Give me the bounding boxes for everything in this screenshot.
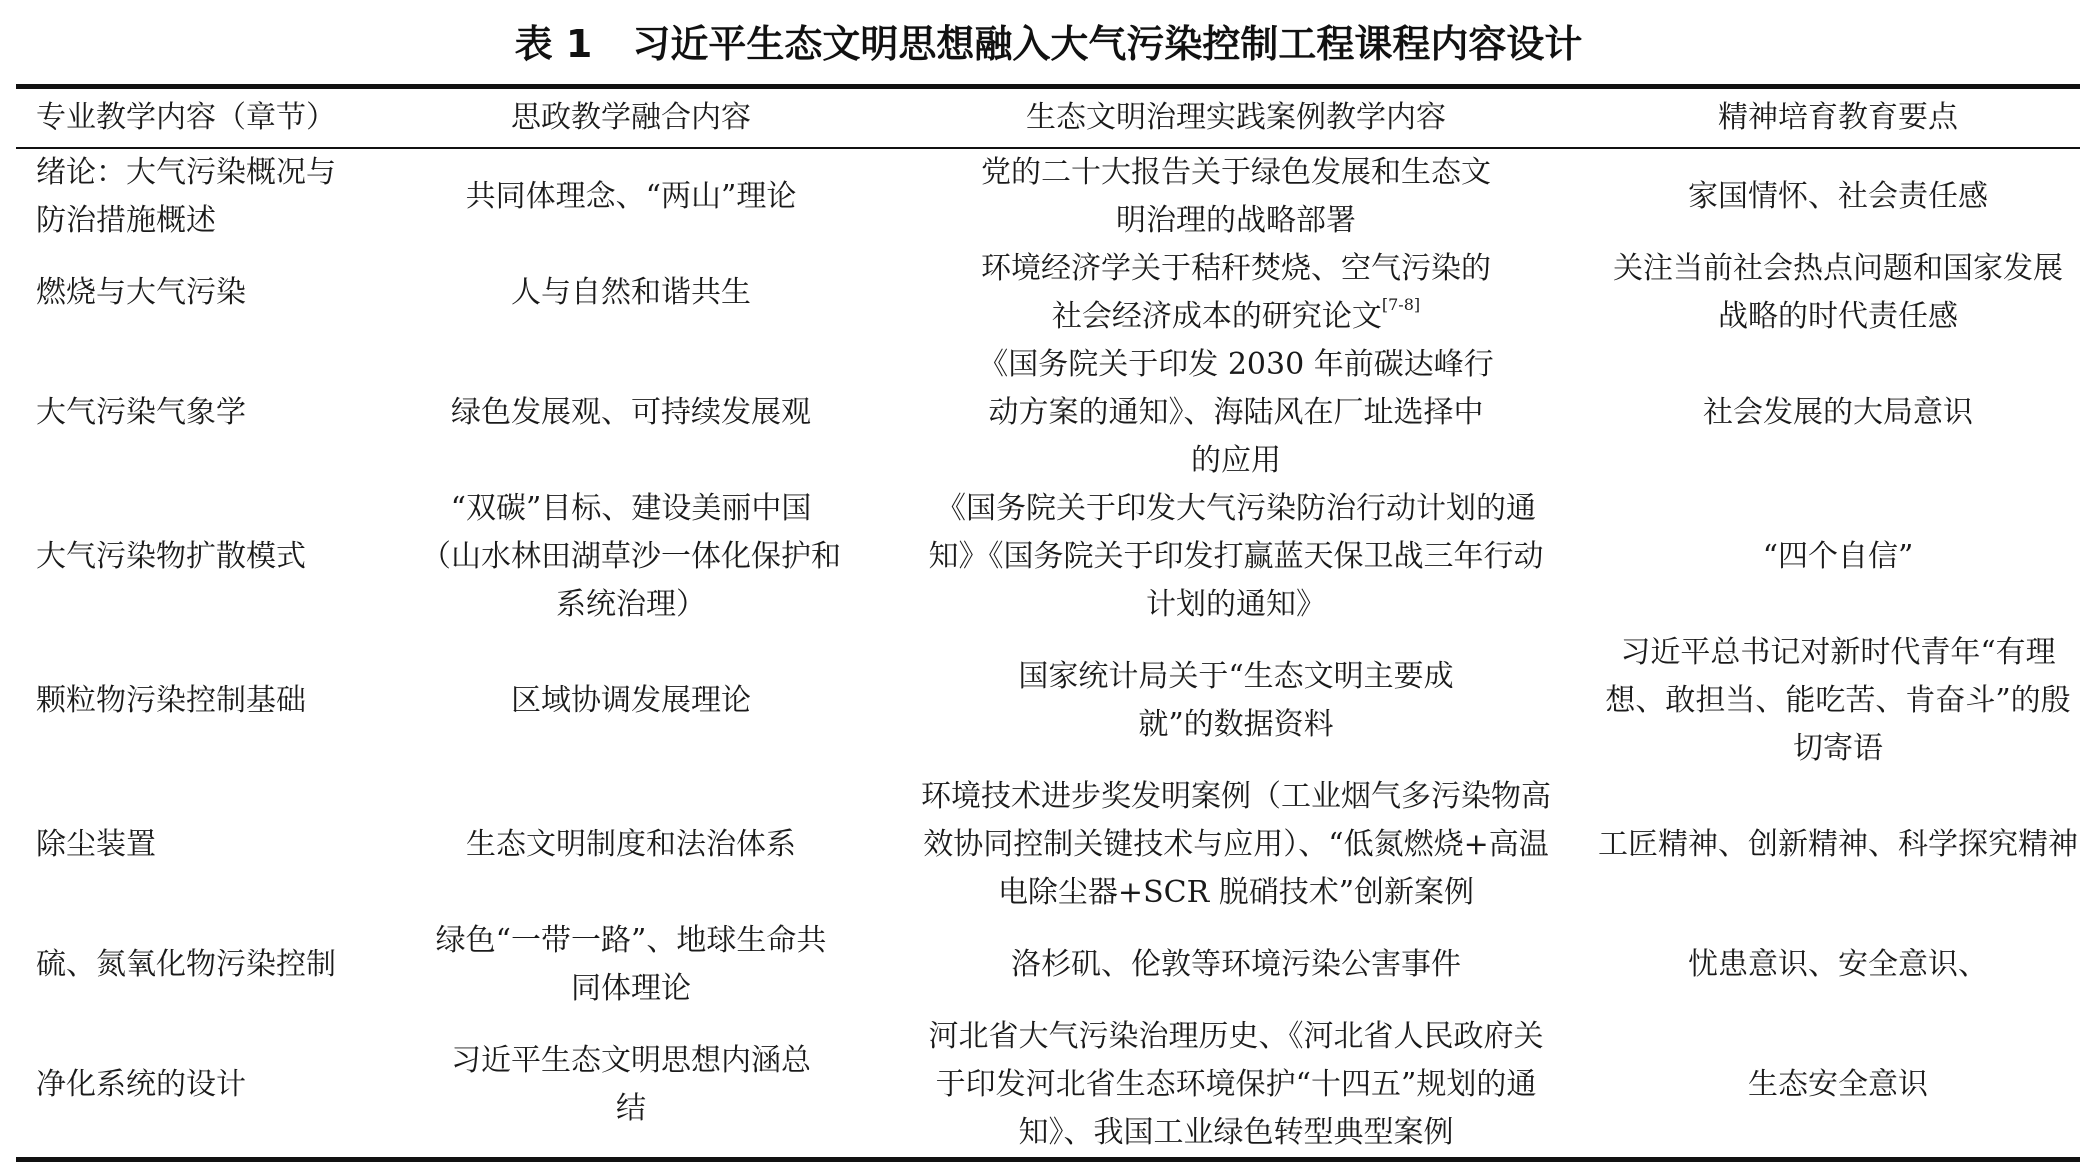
table-number: 表 1: [514, 22, 593, 66]
spirit-cell: [1596, 485, 2080, 629]
table-row: [16, 341, 2080, 485]
spirit-cell-text: 家国情怀、社会责任感: [1688, 179, 1988, 214]
chapter-cell: [16, 629, 386, 773]
spirit-cell-text: 生态安全意识: [1748, 1067, 1928, 1102]
chapter-cell-text: 燃烧与大气污染: [36, 275, 246, 310]
chapter-cell-text: 绪论：大气污染概况与防治措施概述: [36, 155, 336, 238]
ideology-cell: [386, 917, 876, 1013]
table-title: 习近平生态文明思想融入大气污染控制工程课程内容设计: [632, 22, 1583, 66]
spirit-cell-text: “四个自信”: [1762, 539, 1914, 574]
chapter-cell: [16, 485, 386, 629]
ideology-cell-text: 生态文明制度和法治体系: [466, 827, 796, 862]
table-row: [16, 245, 2080, 341]
chapter-cell: [16, 148, 386, 245]
header-ideology: 思政教学融合内容: [511, 100, 751, 135]
spirit-cell: [1596, 148, 2080, 245]
table-row: [16, 485, 2080, 629]
chapter-cell: [16, 341, 386, 485]
chapter-cell-text: 颗粒物污染控制基础: [36, 683, 306, 718]
ideology-cell-text: 人与自然和谐共生: [511, 275, 751, 310]
ideology-cell: [386, 341, 876, 485]
table-row: [16, 773, 2080, 917]
header-spirit: 精神培育教育要点: [1718, 100, 1958, 135]
case-cell: [876, 245, 1596, 341]
case-cell: [876, 917, 1596, 1013]
chapter-cell: [16, 773, 386, 917]
spirit-cell-text: 关注当前社会热点问题和国家发展战略的时代责任感: [1613, 251, 2063, 334]
case-text: 环境经济学关于秸秆焚烧、空气污染的社会经济成本的研究论文: [981, 251, 1491, 334]
chapter-cell-text: 除尘装置: [36, 827, 156, 862]
citation-ref: [7-8]: [1381, 295, 1421, 314]
case-cell-text: 党的二十大报告关于绿色发展和生态文明治理的战略部署: [981, 155, 1491, 238]
spirit-cell: [1596, 917, 2080, 1013]
ideology-cell: [386, 245, 876, 341]
ideology-cell: [386, 148, 876, 245]
chapter-cell: [16, 917, 386, 1013]
case-cell-text: 国家统计局关于“生态文明主要成就”的数据资料: [1018, 659, 1454, 742]
table-body: [16, 148, 2080, 1160]
case-cell: [876, 485, 1596, 629]
table-row: [16, 629, 2080, 773]
ideology-cell-text: 习近平生态文明思想内涵总结: [451, 1043, 811, 1126]
chapter-cell-text: 净化系统的设计: [36, 1067, 246, 1102]
header-case: 生态文明治理实践案例教学内容: [1026, 100, 1446, 135]
table-row: [16, 917, 2080, 1013]
spirit-cell: [1596, 773, 2080, 917]
spirit-cell-text: 忧患意识、安全意识、: [1688, 947, 1988, 982]
chapter-cell-text: 大气污染物扩散模式: [36, 539, 306, 574]
spirit-cell-text: 社会发展的大局意识: [1703, 395, 1973, 430]
spirit-cell: [1596, 245, 2080, 341]
case-cell: [876, 148, 1596, 245]
ideology-cell-text: “双碳”目标、建设美丽中国（山水林田湖草沙一体化保护和系统治理）: [421, 491, 841, 622]
ideology-cell: [386, 485, 876, 629]
header-chapter: 专业教学内容（章节）: [36, 100, 336, 135]
case-cell: [876, 773, 1596, 917]
case-cell: [876, 1013, 1596, 1160]
ideology-cell-text: 绿色“一带一路”、地球生命共同体理论: [435, 923, 827, 1006]
ideology-cell-text: 绿色发展观、可持续发展观: [451, 395, 811, 430]
spirit-cell: [1596, 341, 2080, 485]
chapter-cell-text: 大气污染气象学: [36, 395, 246, 430]
case-cell: [876, 341, 1596, 485]
case-cell: [876, 629, 1596, 773]
ideology-cell: [386, 1013, 876, 1160]
chapter-cell-text: 硫、氮氧化物污染控制: [36, 947, 336, 982]
case-cell-text: 《国务院关于印发 2030 年前碳达峰行动方案的通知》、海陆风在厂址选择中的应用: [978, 347, 1494, 478]
table-header-row: [16, 87, 2080, 149]
case-cell-text: 《国务院关于印发大气污染防治行动计划的通知》《国务院关于印发打赢蓝天保卫战三年行动计划的通知》: [928, 491, 1544, 622]
case-cell-text: 洛杉矶、伦敦等环境污染公害事件: [1011, 947, 1461, 982]
spirit-cell-text: 工匠精神、创新精神、科学探究精神: [1598, 827, 2078, 862]
spirit-cell-text: 习近平总书记对新时代青年“有理想、敢担当、能吃苦、肯奋斗”的殷切寄语: [1605, 635, 2071, 766]
table-row: [16, 1013, 2080, 1160]
spirit-cell: [1596, 1013, 2080, 1160]
ideology-cell-text: 区域协调发展理论: [511, 683, 751, 718]
table-caption: [0, 18, 2097, 70]
case-cell-text: 河北省大气污染治理历史、《河北省人民政府关于印发河北省生态环境保护“十四五”规划的通知》、我国工业绿色转型典型案例: [928, 1019, 1544, 1150]
spirit-cell: [1596, 629, 2080, 773]
course-content-table: [16, 84, 2080, 1162]
ideology-cell: [386, 629, 876, 773]
chapter-cell: [16, 245, 386, 341]
table-row: [16, 148, 2080, 245]
case-cell-text: [966, 245, 1506, 341]
chapter-cell: [16, 1013, 386, 1160]
ideology-cell: [386, 773, 876, 917]
case-cell-text: 环境技术进步奖发明案例（工业烟气多污染物高效协同控制关键技术与应用）、“低氮燃烧+高温电除尘器+SCR 脱硝技术”创新案例: [921, 779, 1551, 910]
table-container: [16, 84, 2080, 1162]
ideology-cell-text: 共同体理念、“两山”理论: [465, 179, 797, 214]
